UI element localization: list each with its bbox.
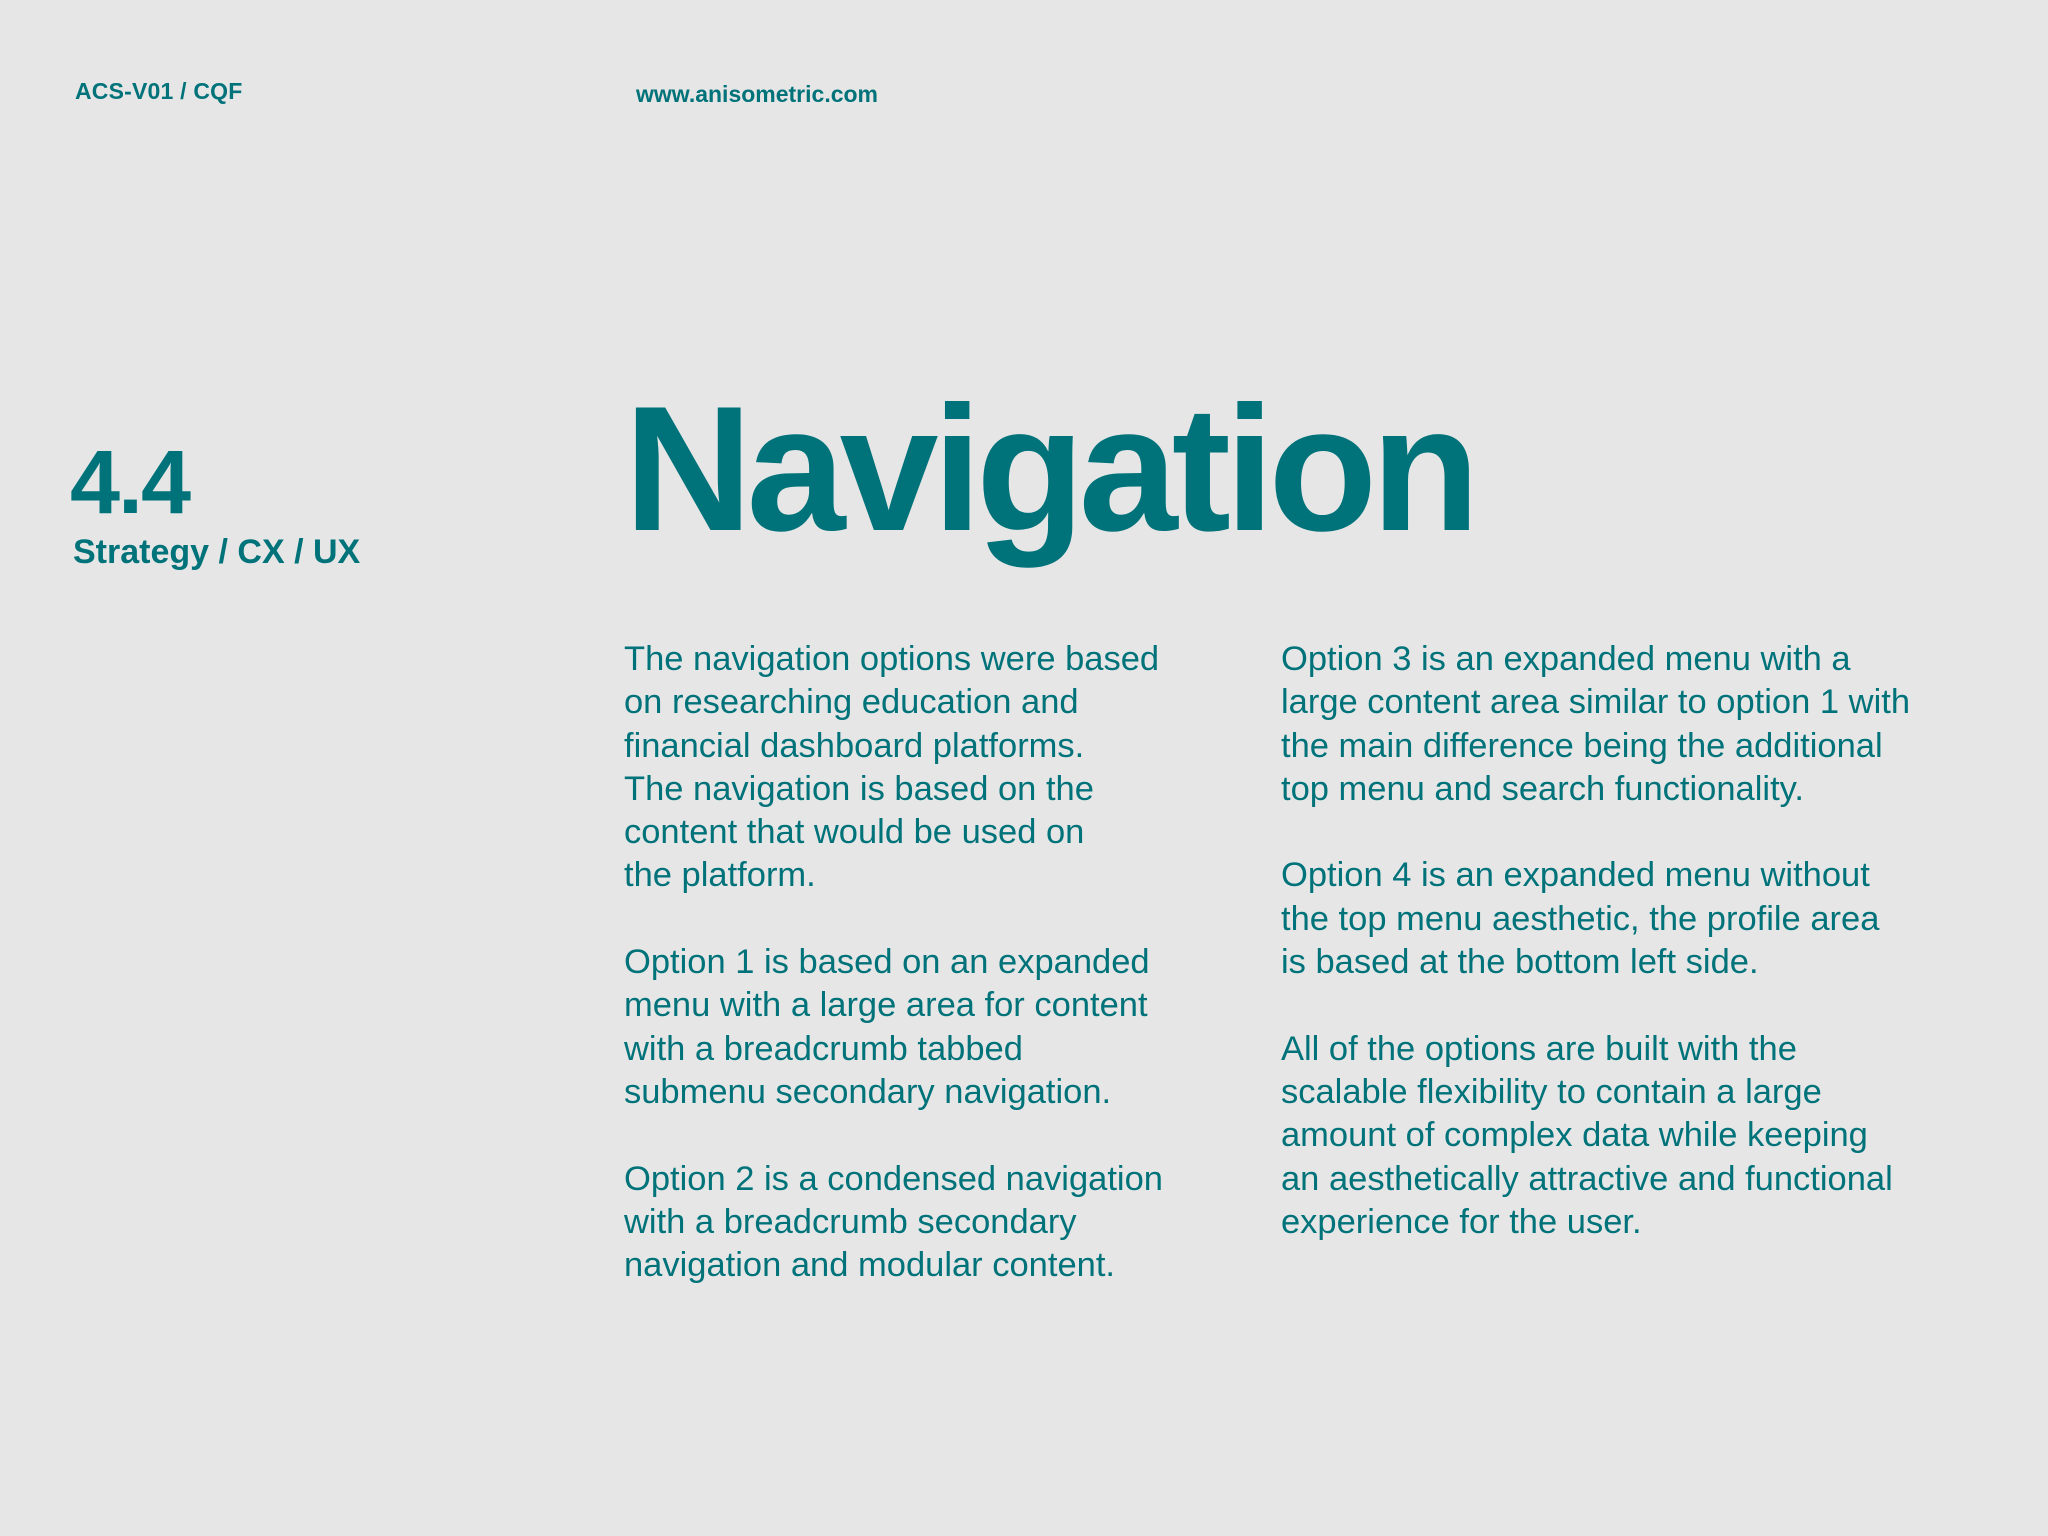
right-text-column bbox=[1281, 638, 1981, 1244]
section-number: 4.4 bbox=[70, 433, 190, 533]
paragraph-intro: The navigation options were based on researching education and financial dashboard platforms. The navigation is based on the content that would be used on the platform. bbox=[624, 640, 1160, 895]
left-text-column bbox=[624, 638, 1224, 1287]
paragraph-option-2: Option 2 is a condensed navigation with a breadcrumb secondary navigation and modular content. bbox=[624, 1159, 1163, 1285]
document-code: ACS-V01 / CQF bbox=[75, 78, 243, 104]
section-subtitle: Strategy / CX / UX bbox=[73, 533, 361, 571]
website-url: www.anisometric.com bbox=[636, 81, 878, 107]
paragraph-option-3: Option 3 is an expanded menu with a large content area similar to option 1 with the main difference being the additional top menu and search functionality. bbox=[1281, 640, 1911, 808]
paragraph-summary: All of the options are built with the scalable flexibility to contain a large amount of complex data while keeping an aesthetically attractive and functional experience for the user. bbox=[1281, 1029, 1893, 1241]
paragraph-option-1: Option 1 is based on an expanded menu with a large area for content with a breadcrumb tabbed submenu secondary navigation. bbox=[624, 943, 1150, 1111]
paragraph-option-4: Option 4 is an expanded menu without the top menu aesthetic, the profile area is based at the bottom left side. bbox=[1281, 856, 1880, 982]
page-title: Navigation bbox=[624, 369, 1474, 568]
